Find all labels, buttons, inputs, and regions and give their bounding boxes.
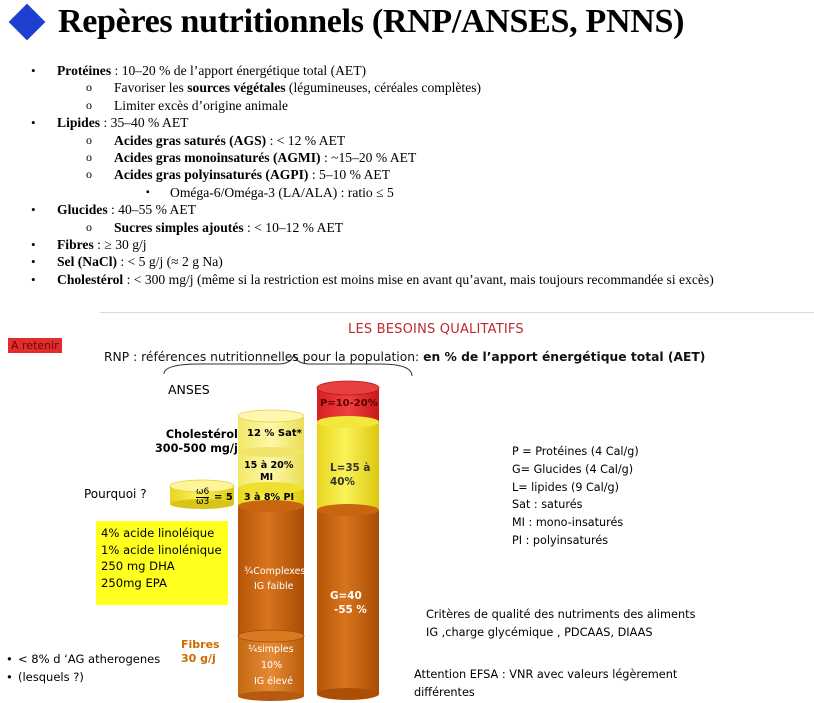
label-lipides: Lipides xyxy=(57,115,101,131)
rnp-prefix: RNP : références nutritionnelles pour la population: xyxy=(104,350,424,364)
slide-heading: LES BESOINS QUALITATIFS xyxy=(348,322,524,337)
diamond-bullet-icon xyxy=(9,4,46,41)
label-proteines: Protéines xyxy=(57,63,112,78)
bullet-dot: • xyxy=(6,652,13,666)
list-item-glucides xyxy=(0,201,814,218)
subitem-bold: Acides gras polyinsaturés (AGPI) xyxy=(114,167,309,183)
subitem-bold: Acides gras monoinsaturés (AGMI) xyxy=(114,150,321,166)
acid-line: 250 mg DHA xyxy=(101,559,175,573)
list-item-proteines xyxy=(0,62,814,79)
criteres-line: IG ,charge glycémique , PDCAAS, DIAAS xyxy=(426,626,653,639)
legend-item: Sat : saturés xyxy=(512,498,583,512)
cholesterol-line1: Cholestérol xyxy=(165,428,238,441)
label-simples-pct: 10% xyxy=(261,660,283,671)
sub-bullet-marker: o xyxy=(86,132,92,147)
sub-bullet-marker: o xyxy=(86,80,92,95)
efsa-warning xyxy=(414,666,677,702)
list-subitem xyxy=(0,219,814,236)
label-complexes: ¾Complexes xyxy=(244,566,306,577)
acid-requirements-box xyxy=(96,521,228,605)
subitem-bold: Acides gras saturés (AGS) xyxy=(114,132,267,148)
criteres-qualite xyxy=(426,606,695,642)
efsa-line: différentes xyxy=(414,686,475,699)
acid-line: 250mg EPA xyxy=(101,575,167,590)
subitem-post: : 5–10 % AET xyxy=(308,167,391,183)
fibres-line1: Fibres xyxy=(181,638,220,651)
bullet-text: (lesquels ?) xyxy=(18,670,84,684)
omega-denominator: ω3 xyxy=(196,497,210,507)
legend-item: PI : polyinsaturés xyxy=(512,533,609,547)
square-bullet-marker: ▪ xyxy=(146,186,150,198)
rnp-bold: en % de l’apport énergétique total (AET) xyxy=(423,350,706,364)
sub-bullet-marker: o xyxy=(86,219,92,234)
label-proteines: P=10-20% xyxy=(320,398,378,409)
label-glucides: Glucides xyxy=(57,202,108,218)
omega-fraction xyxy=(196,488,209,507)
bullet-dot: • xyxy=(6,670,13,684)
pourquoi-question: Pourquoi ? xyxy=(84,487,147,501)
label-glucides-line2: -55 % xyxy=(334,604,367,616)
label-pi: 3 à 8% PI xyxy=(244,492,295,503)
legend-item: P = Protéines (4 Cal/g) xyxy=(512,445,639,458)
list-item-lipides xyxy=(0,114,814,131)
legend-item: G= Glucides (4 Cal/g) xyxy=(512,462,634,476)
right-cylinder xyxy=(317,381,379,700)
subitem-post: (légumineuses, céréales complètes) xyxy=(285,80,482,96)
acid-line: 4% acide linoléique xyxy=(101,526,215,540)
text-proteines: : 10–20 % de l’apport énergétique total (AET) xyxy=(111,63,367,78)
title-row xyxy=(8,0,684,44)
sub-bullet-marker: o xyxy=(86,97,92,112)
list-item-fibres xyxy=(0,236,814,253)
cylinders-graphic xyxy=(0,310,814,703)
list-subitem xyxy=(0,79,814,96)
rnp-definition xyxy=(104,350,705,364)
label-cholesterol: Cholestérol xyxy=(57,271,124,287)
list-subitem xyxy=(0,149,814,166)
label-sel: Sel (NaCl) xyxy=(57,254,118,270)
page-title: Repères nutritionnels (RNP/ANSES, PNNS) xyxy=(58,3,685,40)
acid-line: 1% acide linolénique xyxy=(101,542,222,557)
fibres-note xyxy=(181,638,220,666)
subitem-bold: sources végétales xyxy=(187,80,286,96)
label-mi-line1: 15 à 20% xyxy=(244,460,294,471)
sub-bullet-marker: o xyxy=(86,150,92,165)
legend xyxy=(512,443,639,550)
bullet-marker: • xyxy=(31,237,36,253)
left-cylinder xyxy=(238,410,304,701)
label-ig-eleve: IG élevé xyxy=(254,676,293,687)
label-lipides-line1: L=35 à xyxy=(330,462,371,474)
nutrient-list xyxy=(0,62,814,288)
criteres-line: Critères de qualité des nutriments des aliments xyxy=(426,608,696,621)
subitem-pre: Limiter excès d’origine animale xyxy=(114,97,289,113)
anses-label: ANSES xyxy=(168,382,210,397)
subitem-pre: Favoriser les xyxy=(114,80,188,96)
subitem-post: : < 10–12 % AET xyxy=(243,219,344,235)
label-glucides-line1: G=40 xyxy=(330,590,362,602)
ag-atherogenes-bullets xyxy=(4,650,160,686)
efsa-line: Attention EFSA : VNR avec valeurs légèrement xyxy=(414,668,678,681)
omega-numerator: ω6 xyxy=(196,487,210,497)
bullet-marker: • xyxy=(31,202,36,218)
subitem-bold: Sucres simples ajoutés xyxy=(114,219,244,235)
cholesterol-note xyxy=(155,428,238,456)
bullet-marker: • xyxy=(31,254,36,270)
bullet-text: < 8% d ‘AG atherogenes xyxy=(18,652,161,666)
text-lipides: : 35–40 % AET xyxy=(100,115,189,131)
bullet-marker: • xyxy=(31,63,36,78)
text-glucides: : 40–55 % AET xyxy=(107,202,196,218)
legend-item: L= lipides (9 Cal/g) xyxy=(512,480,620,494)
sub-bullet-marker: o xyxy=(86,167,92,182)
list-subsubitem xyxy=(0,184,814,201)
subitem-post: : < 12 % AET xyxy=(266,132,346,148)
text-sel: : < 5 g/j (≈ 2 g Na) xyxy=(117,254,223,270)
text-fibres: : ≥ 30 g/j xyxy=(93,237,147,253)
fibres-line2: 30 g/j xyxy=(181,652,216,665)
bullet-line xyxy=(4,650,160,668)
label-mi-line2: MI xyxy=(260,472,274,483)
label-ig-faible: IG faible xyxy=(254,581,294,592)
label-sat: 12 % Sat* xyxy=(247,428,302,439)
label-simples: ¼simples xyxy=(248,644,294,655)
bullet-marker: • xyxy=(31,115,36,131)
list-item-cholesterol xyxy=(0,271,814,288)
bullet-line xyxy=(4,668,160,686)
text-cholesterol: : < 300 mg/j (même si la restriction est moins mise en avant qu’avant, mais toujours recommandée si excès) xyxy=(123,271,714,287)
subsubitem-text: Oméga-6/Oméga-3 (LA/ALA) : ratio ≤ 5 xyxy=(170,184,394,200)
omega-equals: = 5 xyxy=(214,492,233,503)
label-fibres: Fibres xyxy=(57,237,94,253)
list-subitem xyxy=(0,166,814,183)
list-subitem xyxy=(0,97,814,114)
besoins-qualitatifs-slide xyxy=(0,310,814,703)
cyl-right-glucides xyxy=(317,510,379,694)
list-subitem xyxy=(0,132,814,149)
subitem-post: : ~15–20 % AET xyxy=(320,150,417,166)
legend-item: MI : mono-insaturés xyxy=(512,516,624,530)
label-lipides-line2: 40% xyxy=(330,476,355,488)
cholesterol-line2: 300-500 mg/j xyxy=(155,442,238,455)
bullet-marker: • xyxy=(31,271,36,287)
list-item-sel xyxy=(0,253,814,270)
a-retenir-badge: A retenir xyxy=(8,338,62,353)
